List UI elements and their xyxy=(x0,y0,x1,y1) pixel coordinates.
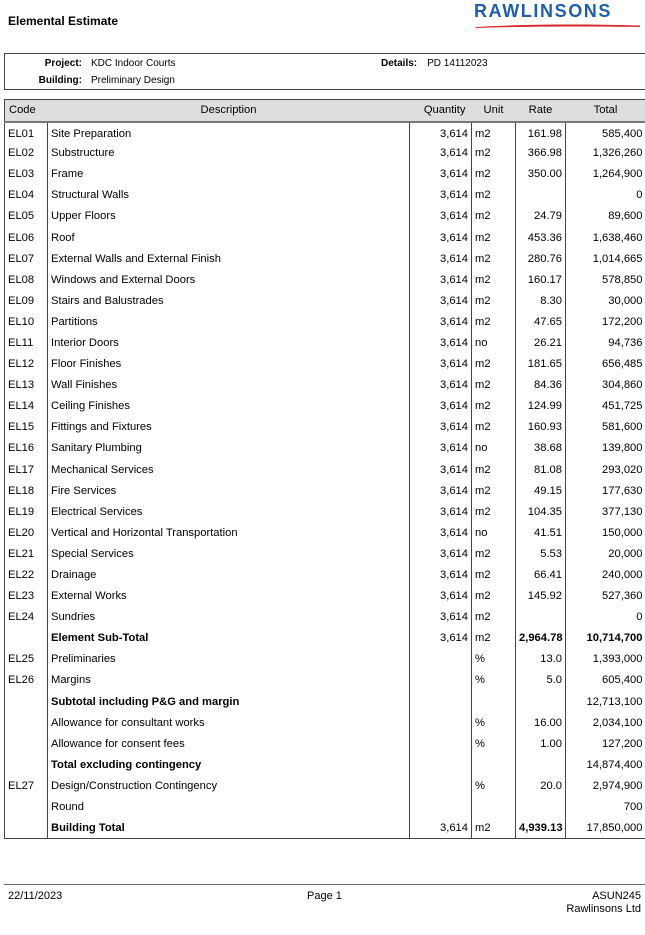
cell-quantity: 3,614 xyxy=(410,522,472,543)
cell-rate: 81.08 xyxy=(516,459,566,480)
table-row xyxy=(5,459,645,480)
cell-rate: 26.21 xyxy=(516,332,566,353)
cell-rate: 13.0 xyxy=(516,649,566,670)
cell-code: EL01 xyxy=(5,122,48,143)
cell-unit xyxy=(472,754,516,775)
cell-description: Electrical Services xyxy=(48,501,410,522)
cell-rate: 16.00 xyxy=(516,712,566,733)
cell-quantity xyxy=(410,670,472,691)
cell-rate: 5.53 xyxy=(516,543,566,564)
column-header-rate: Rate xyxy=(516,100,566,122)
cell-quantity: 3,614 xyxy=(410,396,472,417)
cell-unit: m2 xyxy=(472,543,516,564)
cell-unit: % xyxy=(472,712,516,733)
cell-rate: 161.98 xyxy=(516,122,566,143)
table-row xyxy=(5,248,645,269)
table-row xyxy=(5,607,645,628)
cell-total: 177,630 xyxy=(602,484,643,497)
cell-unit: no xyxy=(472,438,516,459)
cell-description: Frame xyxy=(48,164,410,185)
cell-rate: 2,964.78 xyxy=(516,628,566,649)
cell-code: EL21 xyxy=(5,543,48,564)
table-row xyxy=(5,143,645,164)
table-row xyxy=(5,438,645,459)
cell-code xyxy=(5,691,48,712)
cell-description: Drainage xyxy=(48,564,410,585)
cell-rate: 350.00 xyxy=(516,164,566,185)
cell-rate: 366.98 xyxy=(516,143,566,164)
cell-unit: m2 xyxy=(472,185,516,206)
table-row xyxy=(5,417,645,438)
cell-rate: 145.92 xyxy=(516,586,566,607)
cell-unit: no xyxy=(472,332,516,353)
cell-quantity: 3,614 xyxy=(410,818,472,839)
cell-description: Windows and External Doors xyxy=(48,269,410,290)
cell-total: 1,638,460 xyxy=(592,231,643,244)
table-row xyxy=(5,164,645,185)
cell-total: 12,713,100 xyxy=(586,695,643,708)
brand-logo xyxy=(474,0,642,29)
cell-unit: m2 xyxy=(472,311,516,332)
building-value: Preliminary Design xyxy=(91,75,175,86)
cell-total: 578,850 xyxy=(602,273,643,286)
cell-total: 377,130 xyxy=(602,505,643,518)
table-row xyxy=(5,797,645,818)
cell-total: 605,400 xyxy=(602,674,643,687)
cell-unit xyxy=(472,797,516,818)
cell-total: 581,600 xyxy=(602,421,643,434)
cell-code: EL13 xyxy=(5,375,48,396)
cell-code xyxy=(5,797,48,818)
cell-description: Subtotal including P&G and margin xyxy=(48,691,410,712)
cell-description: Round xyxy=(48,797,410,818)
cell-total: 10,714,700 xyxy=(586,632,643,645)
table-row xyxy=(5,649,645,670)
cell-quantity xyxy=(410,691,472,712)
cell-total: 150,000 xyxy=(602,526,643,539)
project-row xyxy=(5,58,175,69)
cell-code: EL06 xyxy=(5,227,48,248)
cell-unit: m2 xyxy=(472,164,516,185)
cell-quantity: 3,614 xyxy=(410,311,472,332)
cell-rate: 453.36 xyxy=(516,227,566,248)
cell-unit: % xyxy=(472,775,516,796)
column-header-unit: Unit xyxy=(472,100,516,122)
table-row xyxy=(5,712,645,733)
cell-code xyxy=(5,628,48,649)
cell-unit: % xyxy=(472,733,516,754)
cell-code: EL24 xyxy=(5,607,48,628)
cell-unit: m2 xyxy=(472,354,516,375)
cell-unit: m2 xyxy=(472,248,516,269)
cell-total: 94,736 xyxy=(608,336,643,349)
cell-total: 585,400 xyxy=(602,127,643,140)
cell-total: 0 xyxy=(636,611,643,624)
cell-rate: 1.00 xyxy=(516,733,566,754)
cell-rate xyxy=(516,185,566,206)
cell-unit: m2 xyxy=(472,607,516,628)
cell-rate: 104.35 xyxy=(516,501,566,522)
cell-rate: 160.17 xyxy=(516,269,566,290)
cell-rate: 47.65 xyxy=(516,311,566,332)
cell-code: EL10 xyxy=(5,311,48,332)
cell-unit: m2 xyxy=(472,375,516,396)
cell-rate xyxy=(516,607,566,628)
cell-unit: m2 xyxy=(472,628,516,649)
cell-code: EL25 xyxy=(5,649,48,670)
cell-rate: 41.51 xyxy=(516,522,566,543)
cell-code: EL09 xyxy=(5,290,48,311)
cell-code: EL02 xyxy=(5,143,48,164)
footer-date: 22/11/2023 xyxy=(8,890,63,902)
table-row xyxy=(5,269,645,290)
table-row xyxy=(5,670,645,691)
column-header-total: Total xyxy=(566,100,645,122)
cell-unit: m2 xyxy=(472,480,516,501)
table-row xyxy=(5,586,645,607)
cell-quantity: 3,614 xyxy=(410,248,472,269)
building-label: Building: xyxy=(38,75,82,86)
cell-total: 2,034,100 xyxy=(592,716,643,729)
cell-rate: 38.68 xyxy=(516,438,566,459)
cell-total: 451,725 xyxy=(602,400,643,413)
cell-quantity: 3,614 xyxy=(410,227,472,248)
cell-quantity: 3,614 xyxy=(410,501,472,522)
cell-quantity xyxy=(410,733,472,754)
cell-quantity xyxy=(410,712,472,733)
cell-rate: 24.79 xyxy=(516,206,566,227)
cell-rate: 5.0 xyxy=(516,670,566,691)
cell-total: 656,485 xyxy=(602,358,643,371)
cell-quantity: 3,614 xyxy=(410,543,472,564)
cell-description: Upper Floors xyxy=(48,206,410,227)
cell-description: Structural Walls xyxy=(48,185,410,206)
cell-total: 0 xyxy=(636,189,643,202)
cell-description: Special Services xyxy=(48,543,410,564)
cell-description: Design/Construction Contingency xyxy=(48,775,410,796)
cell-rate: 4,939.13 xyxy=(516,818,566,839)
cell-code: EL27 xyxy=(5,775,48,796)
cell-description: Sundries xyxy=(48,607,410,628)
cell-description: External Walls and External Finish xyxy=(48,248,410,269)
cell-quantity: 3,614 xyxy=(410,164,472,185)
column-header-quantity: Quantity xyxy=(410,100,472,122)
cell-rate xyxy=(516,691,566,712)
cell-description: Element Sub-Total xyxy=(48,628,410,649)
project-label: Project: xyxy=(44,58,82,69)
cell-code: EL12 xyxy=(5,354,48,375)
cell-description: Vertical and Horizontal Transportation xyxy=(48,522,410,543)
table-row xyxy=(5,501,645,522)
cell-unit: % xyxy=(472,670,516,691)
cell-quantity: 3,614 xyxy=(410,332,472,353)
footer-ref-code: ASUN245 xyxy=(592,890,641,902)
cell-description: Allowance for consultant works xyxy=(48,712,410,733)
cell-total: 1,326,260 xyxy=(592,147,643,160)
cell-total: 293,020 xyxy=(602,463,643,476)
cell-total: 17,850,000 xyxy=(566,818,645,839)
cell-rate: 66.41 xyxy=(516,564,566,585)
table-row xyxy=(5,564,645,585)
brand-name: RAWLINSONS xyxy=(474,1,613,21)
cell-code: EL04 xyxy=(5,185,48,206)
cell-unit xyxy=(472,691,516,712)
cell-quantity xyxy=(410,775,472,796)
project-value: KDC Indoor Courts xyxy=(91,58,176,69)
cell-rate xyxy=(516,754,566,775)
footer-page-number: Page 1 xyxy=(307,890,342,902)
cell-code: EL15 xyxy=(5,417,48,438)
table-row xyxy=(5,775,645,796)
cell-rate: 280.76 xyxy=(516,248,566,269)
cell-quantity: 3,614 xyxy=(410,564,472,585)
cell-code xyxy=(5,712,48,733)
table-row xyxy=(5,480,645,501)
table-row xyxy=(5,206,645,227)
table-row xyxy=(5,354,645,375)
cell-unit: m2 xyxy=(472,227,516,248)
cell-rate xyxy=(516,797,566,818)
cell-total: 1,014,665 xyxy=(592,252,643,265)
table-row xyxy=(5,227,645,248)
cell-description: Site Preparation xyxy=(48,122,410,143)
table-row xyxy=(5,185,645,206)
cell-code: EL20 xyxy=(5,522,48,543)
cell-rate: 124.99 xyxy=(516,396,566,417)
cell-quantity: 3,614 xyxy=(410,185,472,206)
cell-quantity: 3,614 xyxy=(410,122,472,143)
cell-rate: 8.30 xyxy=(516,290,566,311)
cell-unit: m2 xyxy=(472,269,516,290)
cell-quantity xyxy=(410,754,472,775)
footer-reference xyxy=(566,890,641,916)
cell-description: Wall Finishes xyxy=(48,375,410,396)
cell-code xyxy=(5,754,48,775)
table-header-row xyxy=(5,100,645,122)
cell-code: EL03 xyxy=(5,164,48,185)
cell-unit: m2 xyxy=(472,459,516,480)
footer-divider xyxy=(4,884,645,885)
cell-unit: m2 xyxy=(472,290,516,311)
cell-quantity: 3,614 xyxy=(410,375,472,396)
cell-total: 2,974,900 xyxy=(592,779,643,792)
details-label: Details: xyxy=(381,58,418,69)
cell-rate: 84.36 xyxy=(516,375,566,396)
cell-code: EL23 xyxy=(5,586,48,607)
table-row xyxy=(5,691,645,712)
cell-rate: 160.93 xyxy=(516,417,566,438)
table-body xyxy=(5,122,645,839)
cell-quantity xyxy=(410,649,472,670)
cell-total: 172,200 xyxy=(602,315,643,328)
table-row xyxy=(5,733,645,754)
cell-code: EL11 xyxy=(5,332,48,353)
table-row xyxy=(5,522,645,543)
cell-description: Roof xyxy=(48,227,410,248)
building-row xyxy=(5,75,175,86)
cell-description: Stairs and Balustrades xyxy=(48,290,410,311)
cell-total: 89,600 xyxy=(608,210,643,223)
table-row xyxy=(5,290,645,311)
cell-total: 1,264,900 xyxy=(592,168,643,181)
cell-description: Sanitary Plumbing xyxy=(48,438,410,459)
cell-rate: 181.65 xyxy=(516,354,566,375)
cell-description: Interior Doors xyxy=(48,332,410,353)
cell-description: Total excluding contingency xyxy=(48,754,410,775)
cell-rate: 49.15 xyxy=(516,480,566,501)
footer-company: Rawlinsons Ltd xyxy=(566,903,641,915)
cell-description: Substructure xyxy=(48,143,410,164)
cell-description: Floor Finishes xyxy=(48,354,410,375)
cell-description: Ceiling Finishes xyxy=(48,396,410,417)
cell-quantity: 3,614 xyxy=(410,269,472,290)
cell-description: External Works xyxy=(48,586,410,607)
cell-total: 304,860 xyxy=(602,379,643,392)
project-info-box xyxy=(4,53,645,90)
cell-quantity: 3,614 xyxy=(410,354,472,375)
cell-description: Preliminaries xyxy=(48,649,410,670)
table-row xyxy=(5,396,645,417)
cell-description: Margins xyxy=(48,670,410,691)
cell-quantity: 3,614 xyxy=(410,290,472,311)
cell-unit: no xyxy=(472,522,516,543)
table-row xyxy=(5,311,645,332)
cell-quantity: 3,614 xyxy=(410,417,472,438)
table-row xyxy=(5,754,645,775)
cell-code: EL18 xyxy=(5,480,48,501)
cell-unit: m2 xyxy=(472,564,516,585)
table-row xyxy=(5,375,645,396)
cell-quantity: 3,614 xyxy=(410,143,472,164)
cell-total: 20,000 xyxy=(608,547,643,560)
cell-quantity: 3,614 xyxy=(410,480,472,501)
cell-quantity: 3,614 xyxy=(410,459,472,480)
cell-total: 30,000 xyxy=(608,294,643,307)
cell-description: Mechanical Services xyxy=(48,459,410,480)
cell-quantity: 3,614 xyxy=(410,607,472,628)
cell-unit: m2 xyxy=(472,396,516,417)
cell-unit: m2 xyxy=(472,818,516,839)
details-row xyxy=(381,58,488,69)
cell-unit: % xyxy=(472,649,516,670)
cell-unit: m2 xyxy=(472,206,516,227)
estimate-table xyxy=(4,99,645,839)
cell-description: Fittings and Fixtures xyxy=(48,417,410,438)
column-header-description: Description xyxy=(48,100,410,122)
cell-quantity: 3,614 xyxy=(410,206,472,227)
cell-total: 139,800 xyxy=(602,442,643,455)
cell-quantity: 3,614 xyxy=(410,438,472,459)
cell-total: 127,200 xyxy=(602,737,643,750)
table-row xyxy=(5,628,645,649)
cell-code xyxy=(5,733,48,754)
cell-code xyxy=(5,818,48,839)
cell-code: EL26 xyxy=(5,670,48,691)
column-header-code: Code xyxy=(5,100,48,122)
table-row xyxy=(5,543,645,564)
table-row xyxy=(5,332,645,353)
cell-quantity: 3,614 xyxy=(410,586,472,607)
cell-total: 1,393,000 xyxy=(592,653,643,666)
cell-total: 14,874,400 xyxy=(586,758,643,771)
cell-code: EL05 xyxy=(5,206,48,227)
cell-quantity xyxy=(410,797,472,818)
cell-total: 700 xyxy=(623,801,643,814)
table-row xyxy=(5,122,645,143)
cell-total: 527,360 xyxy=(602,590,643,603)
cell-unit: m2 xyxy=(472,501,516,522)
brand-swoosh-icon xyxy=(474,23,642,29)
table-row xyxy=(5,818,645,839)
cell-code: EL16 xyxy=(5,438,48,459)
cell-description: Fire Services xyxy=(48,480,410,501)
cell-description: Allowance for consent fees xyxy=(48,733,410,754)
document-title: Elemental Estimate xyxy=(8,14,119,28)
cell-total: 240,000 xyxy=(602,569,643,582)
cell-unit: m2 xyxy=(472,417,516,438)
cell-unit: m2 xyxy=(472,143,516,164)
cell-code: EL14 xyxy=(5,396,48,417)
cell-code: EL08 xyxy=(5,269,48,290)
cell-quantity: 3,614 xyxy=(410,628,472,649)
cell-code: EL19 xyxy=(5,501,48,522)
details-value: PD 14112023 xyxy=(427,58,488,69)
cell-rate: 20.0 xyxy=(516,775,566,796)
cell-description: Partitions xyxy=(48,311,410,332)
cell-unit: m2 xyxy=(472,122,516,143)
cell-code: EL07 xyxy=(5,248,48,269)
cell-unit: m2 xyxy=(472,586,516,607)
cell-code: EL22 xyxy=(5,564,48,585)
cell-description: Building Total xyxy=(48,818,410,839)
cell-code: EL17 xyxy=(5,459,48,480)
